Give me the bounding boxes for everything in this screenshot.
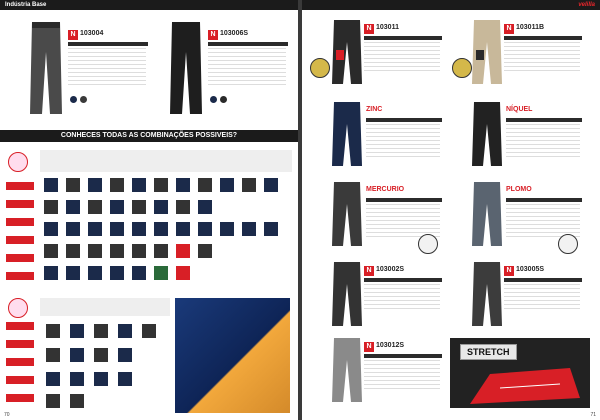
- combinations-seal-2: [8, 298, 28, 318]
- size-strip-1: [68, 42, 148, 46]
- tag-n-5: N: [364, 342, 374, 352]
- combo-label-7: [6, 322, 34, 330]
- desc-niquel: [506, 124, 580, 158]
- name-zinc: ZINC: [366, 106, 383, 113]
- stretch-feature-panel: [450, 338, 590, 408]
- pants-mercurio-image: [330, 182, 364, 248]
- color-dot-1b: [80, 96, 87, 103]
- seal-plomo: [558, 234, 578, 254]
- pants-103002s-image: [330, 262, 364, 328]
- combo-label-4: [6, 236, 34, 244]
- desc-103012s: [364, 360, 440, 390]
- product-code-2: 103006S: [220, 30, 249, 37]
- seal-103011: [310, 58, 330, 78]
- sizes-niquel: [506, 118, 582, 122]
- combo-label-8: [6, 340, 34, 348]
- desc-plomo: [506, 204, 580, 238]
- sizes-103002s: [364, 278, 442, 282]
- sizes-103012s: [364, 354, 442, 358]
- right-page-number: 71: [590, 412, 596, 418]
- code-103011b: 103011B: [516, 24, 545, 31]
- sizes-103011: [364, 36, 442, 40]
- combo-label-2: [6, 200, 34, 208]
- desc-mercurio: [366, 204, 440, 238]
- combo-label-10: [6, 376, 34, 384]
- tag-n-3: N: [364, 266, 374, 276]
- combinations-seal-1: [8, 152, 28, 172]
- combo-label-3: [6, 218, 34, 226]
- code-103005s: 103005S: [516, 266, 545, 273]
- worker-jacket-photo: [175, 298, 290, 413]
- pants-niquel-image: [470, 102, 504, 168]
- seal-mercurio: [418, 234, 438, 254]
- pants-plomo-image: [470, 182, 504, 248]
- combo-label-9: [6, 358, 34, 366]
- combo-label-1: [6, 182, 34, 190]
- stretch-fabric-graphic: [470, 368, 580, 404]
- left-header: Indústria Base: [0, 0, 298, 10]
- sizes-103005s: [504, 278, 582, 282]
- left-page-number: 70: [4, 412, 10, 418]
- garment-combinations-grid: [40, 150, 292, 290]
- brand-header: velilla: [302, 0, 600, 10]
- sizes-103011b: [504, 36, 582, 40]
- product-tag-2: N: [208, 30, 218, 40]
- product-tag-1: N: [68, 30, 78, 40]
- name-mercurio: MERCURIO: [366, 186, 405, 193]
- color-dot-2a: [210, 96, 217, 103]
- desc-zinc: [366, 124, 440, 158]
- seal-103011b: [452, 58, 472, 78]
- pants-103005s-image: [470, 262, 504, 328]
- sizes-mercurio: [366, 198, 442, 202]
- tag-n-4: N: [504, 266, 514, 276]
- combo-label-11: [6, 394, 34, 402]
- pants-zinc-image: [330, 102, 364, 168]
- combo-label-6: [6, 272, 34, 280]
- size-strip-2: [208, 42, 288, 46]
- tag-n-1: N: [364, 24, 374, 34]
- code-103011: 103011: [376, 24, 399, 31]
- desc-103011b: [504, 42, 580, 72]
- sizes-plomo: [506, 198, 582, 202]
- name-plomo: PLOMO: [506, 186, 532, 193]
- right-page: [302, 0, 600, 420]
- product-description-1: [68, 48, 146, 88]
- combinations-banner: CONHECES TODAS AS COMBINAÇÕES POSSIVEIS?: [0, 130, 298, 142]
- garment-combinations-grid-2: [40, 298, 170, 410]
- code-103002s: 103002S: [376, 266, 405, 273]
- color-dot-1a: [70, 96, 77, 103]
- color-dot-2b: [220, 96, 227, 103]
- product-code-1: 103004: [80, 30, 104, 37]
- pants-grey-image: [28, 22, 64, 117]
- pants-black-image: [168, 22, 204, 117]
- name-niquel: NÍQUEL: [506, 106, 533, 113]
- desc-103005s: [504, 284, 580, 312]
- sizes-zinc: [366, 118, 442, 122]
- pants-103011-image: [330, 20, 364, 86]
- desc-103002s: [364, 284, 440, 312]
- combo-label-5: [6, 254, 34, 262]
- stretch-label: STRETCH: [460, 344, 517, 360]
- left-page: [0, 0, 298, 420]
- tag-n-2: N: [504, 24, 514, 34]
- pants-103012s-image: [330, 338, 364, 404]
- code-103012s: 103012S: [376, 342, 405, 349]
- pants-103011b-image: [470, 20, 504, 86]
- product-description-2: [208, 48, 286, 88]
- desc-103011: [364, 42, 440, 72]
